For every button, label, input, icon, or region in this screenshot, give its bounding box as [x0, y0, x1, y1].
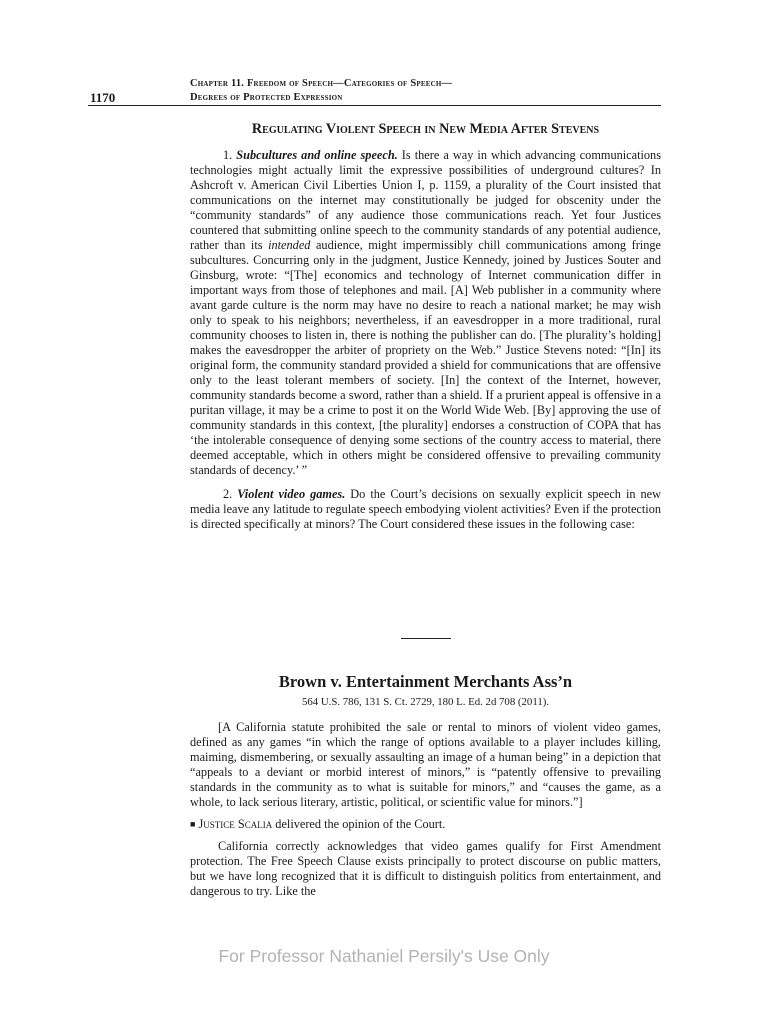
note-1-emphasis: intended — [268, 238, 311, 252]
case-citation: 564 U.S. 786, 131 S. Ct. 2729, 180 L. Ed. 2d 708 (2011). — [301, 696, 550, 708]
opinion-attribution — [190, 817, 661, 832]
case-body — [190, 720, 661, 899]
opinion-attribution-rest: delivered the opinion of the Court. — [272, 817, 446, 831]
case-summary: [A California statute prohibited the sale or rental to minors of violent video games, defined as any games “in which the range of options available to a player includes killing, maiming, dismembering, or sexually assaulting an image of a human being” in a depiction that “appeals to a deviant or morbid interest of minors,” is “patently offensive to prevailing standards in the community as to what is suitable for minors,” and “causes the game, as a whole, to lack serious literary, artistic, political, or scientific value for minors.”] — [190, 720, 661, 809]
justice-name: Justice Scalia — [198, 817, 273, 831]
opinion-text: California correctly acknowledges that video games qualify for First Amendment protection. The Free Speech Clause exists principally to protect discourse on public matters, but we have long recognized that it is difficult to distinguish politics from entertainment, and dangerous to try. Like the — [190, 839, 661, 898]
note-1-text-b: audience, might impermissibly chill communications among fringe subcultures. Concurring only in the judgment, Justice Kennedy, joined by Justices Souter and Ginsburg, wrote: “[The] economics and technology of Internet communication differ in important ways from those of telephones and mail. [A] Web publisher in a community where avant garde culture is the norm may have no desire to reach a national market; he may wish only to speak to his neighbors; nevertheless, if an eavesdropper in a more traditional, rural community chooses to listen in, there is nothing the publisher can do. [The plurality’s holding] makes the eavesdropper the arbiter of propriety on the Web.” Justice Stevens noted: “[In] its original form, the community standard provided a shield for communications that are offensive only to the least tolerant members of society. [In] the context of the Internet, however, community standards become a sword, rather than a shield. If a prurient appeal is offensive in a puritan village, it may be a crime to post it on the World Wide Web. [By] approving the use of community standards in this context, [the plurality] endorses a construction of COPA that has ‘the intolerable consequence of denying some sections of the country access to material, there deemed acceptable, which in others might be considered offensive to prevailing community standards of decency.’ ” — [190, 238, 661, 477]
note-2 — [190, 487, 661, 532]
note-2-lead: Violent video games. — [237, 487, 346, 501]
watermark: For Professor Nathaniel Persily's Use Only — [218, 946, 550, 966]
note-1-text-a: Is there a way in which advancing communications technologies might actually limit the expressive possibilities of underground cultures? In Ashcroft v. American Civil Liberties Union I, p. 1159, a plurality of the Court insisted that communications on the internet may constitutionally be judged for obscenity under the “community standards” of any audience those communications reach. Yet four Justices countered that submitting online speech to the community standards of any potential audience, rather than its — [190, 148, 661, 252]
section-divider — [401, 638, 451, 639]
running-head-line-1: Chapter 11. Freedom of Speech—Categories of Speech— — [190, 78, 453, 89]
note-1 — [190, 148, 661, 478]
bullet-icon: ■ — [190, 819, 196, 829]
note-1-lead: Subcultures and online speech. — [236, 148, 398, 162]
notes-body — [190, 148, 661, 532]
note-1-number: 1. — [223, 148, 233, 162]
note-2-number: 2. — [223, 487, 233, 501]
page-number: 1170 — [90, 90, 116, 105]
header-rule — [88, 105, 661, 106]
running-head — [190, 77, 660, 105]
note-2-text: Do the Court’s decisions on sexually explicit speech in new media leave any latitude to regulate speech embodying violent activities? Even if the protection is directed specifically at minors? The Court considered these issues in the following case: — [190, 487, 661, 531]
section-heading: Regulating Violent Speech in New Media After Stevens — [251, 121, 600, 137]
case-title: Brown v. Entertainment Merchants Ass’n — [278, 672, 573, 691]
running-head-line-2: Degrees of Protected Expression — [190, 92, 343, 103]
